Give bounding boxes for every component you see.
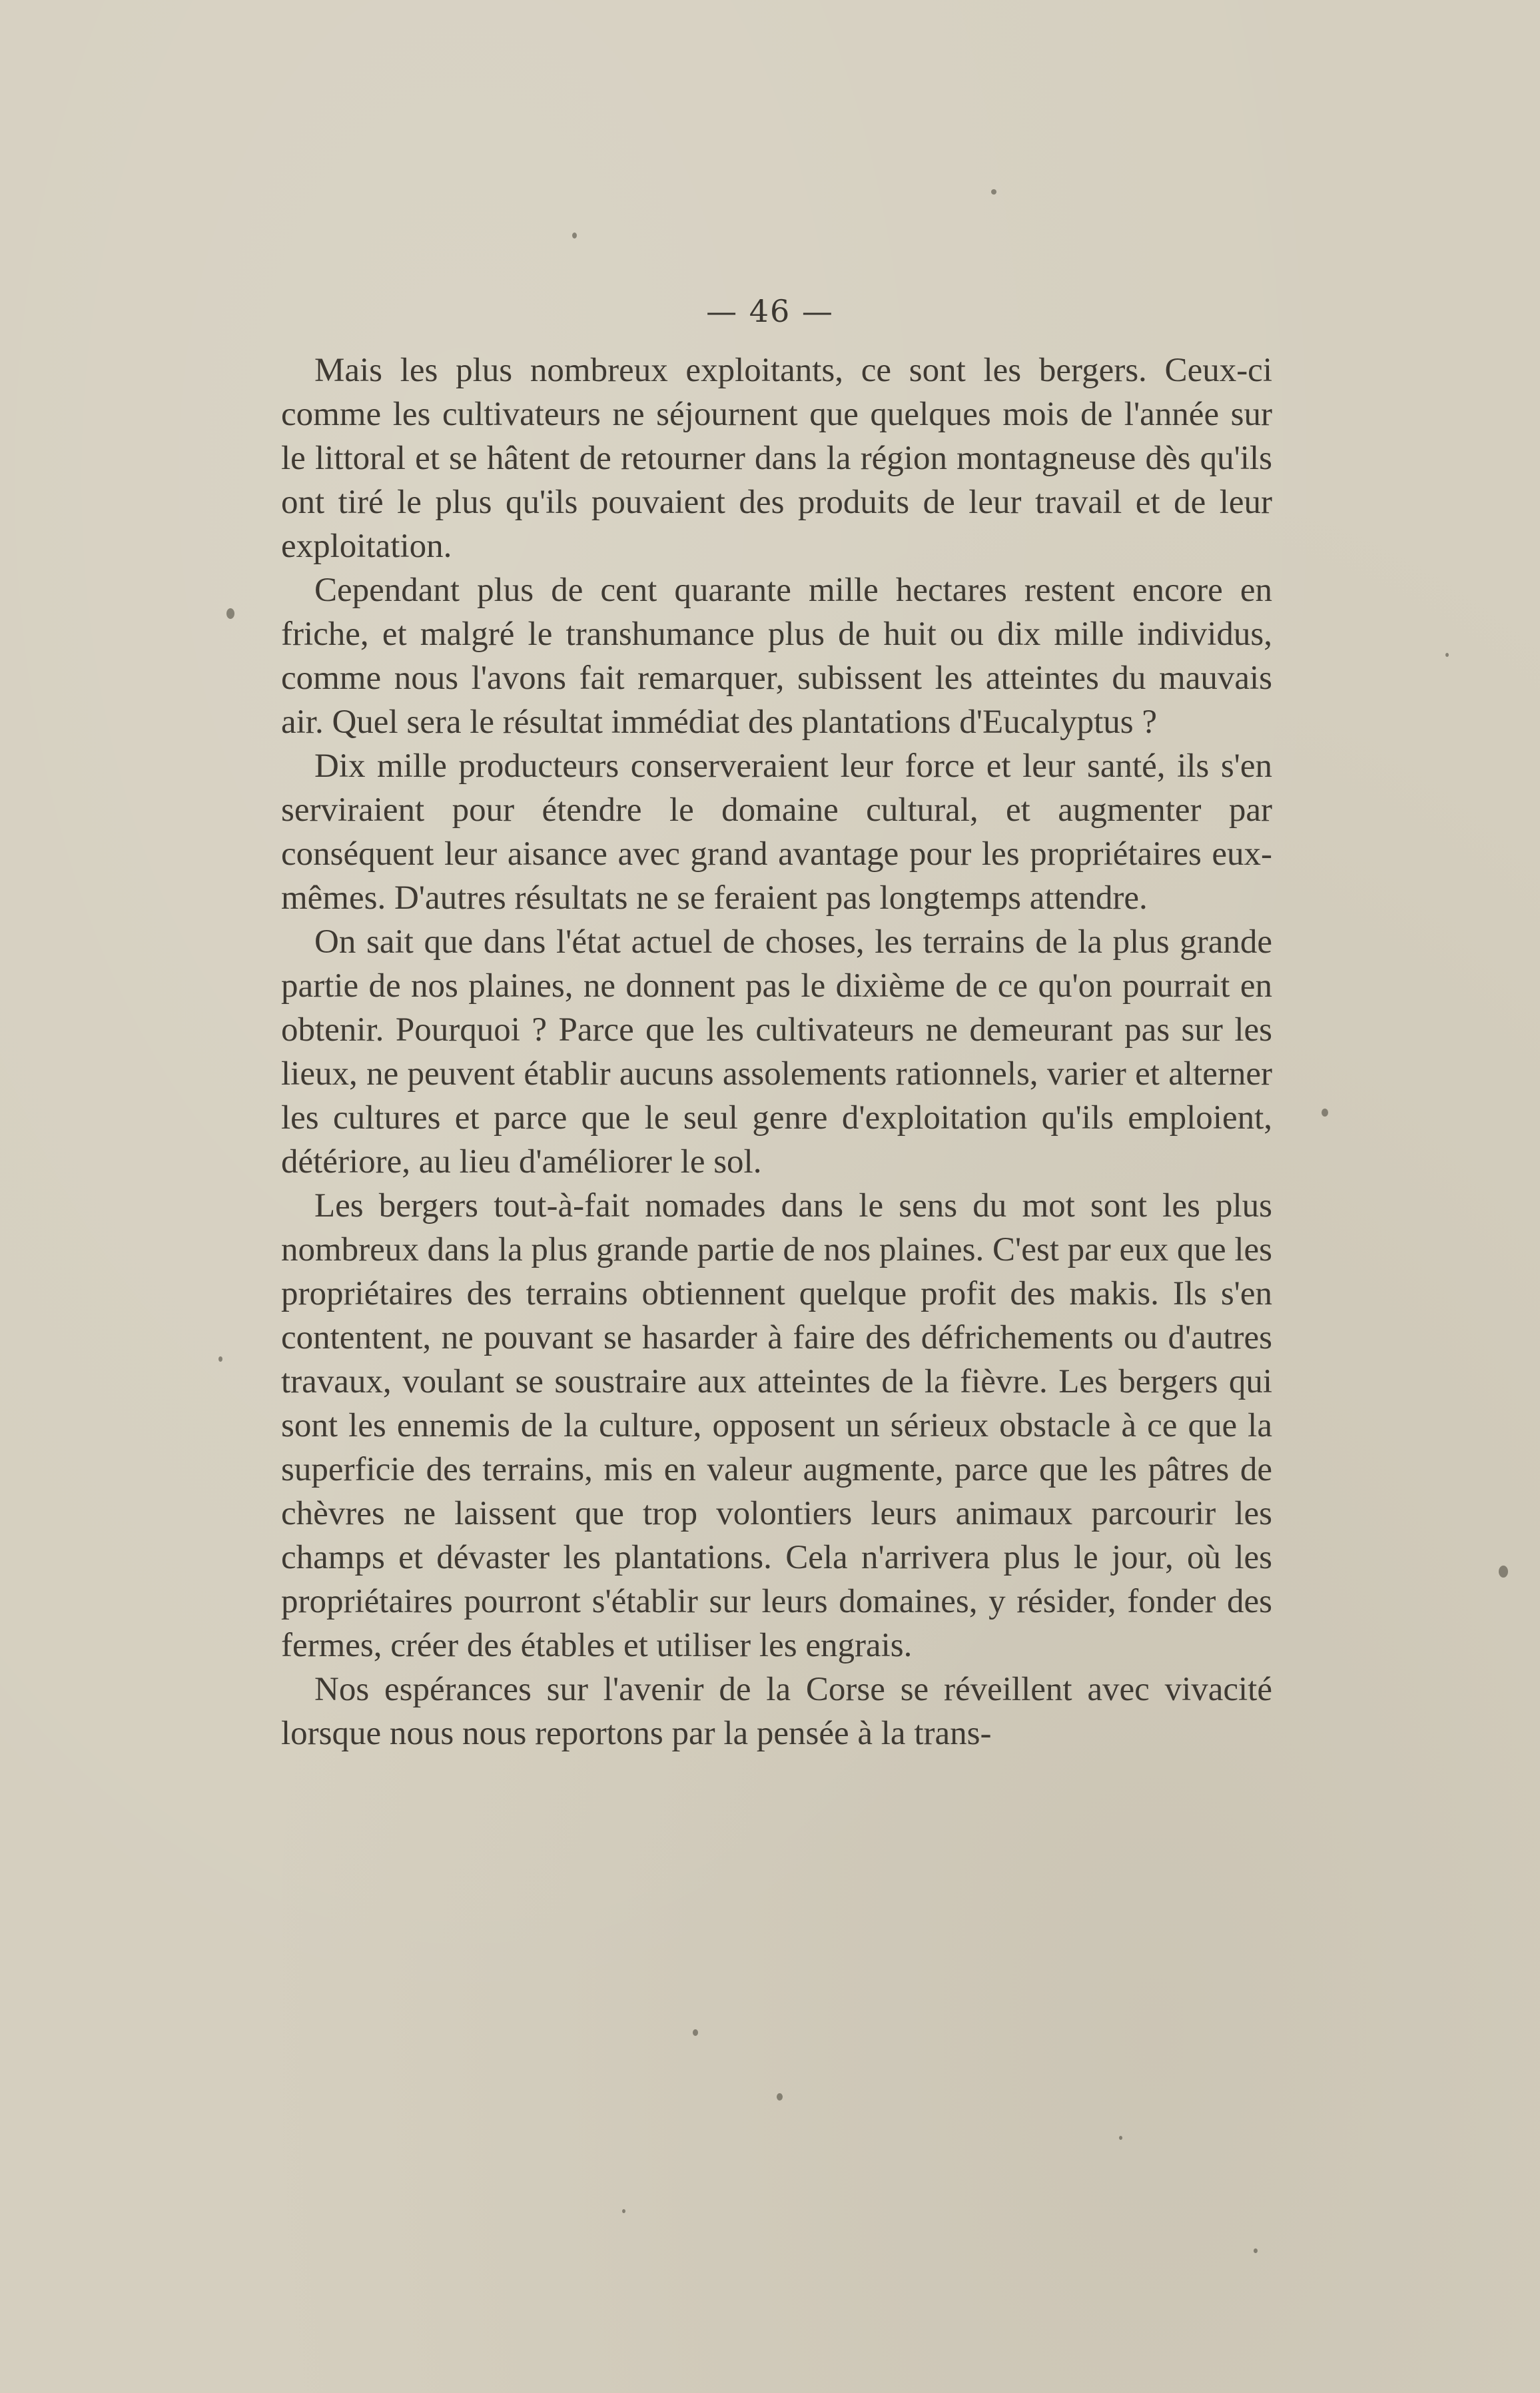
paper-speck [572,233,577,239]
paragraph: Mais les plus nombreux exploitants, ce sont les bergers. Ceux-ci comme les cultivateurs ne séjournent que quelques mois de l'année sur le littoral et se hâtent de retourner dans la région montagneuse dès qu'ils ont tiré le plus qu'ils pouvaient des produits de leur travail et de leur exploitation. [281,352,1272,565]
paper-speck [1499,1566,1508,1578]
paper-speck [693,2029,698,2036]
paragraph: Cependant plus de cent quarante mille hectares restent encore en friche, et malgré le transhumance plus de huit ou dix mille individus, comme nous l'avons fait remarquer, subissent les atteintes du mauvais air. Quel sera le résultat immédiat des plantations d'Eucalyptus ? [281,572,1272,741]
paragraph: Nos espérances sur l'avenir de la Corse se réveillent avec vivacité lorsque nous nous reportons par la pensée à la trans- [281,1671,1272,1752]
paragraph: Les bergers tout-à-fait nomades dans le sens du mot sont les plus nombreux dans la plus grande partie de nos plaines. C'est par eux que les propriétaires des terrains obtiennent quelque profit des makis. Ils s'en contentent, ne pouvant se hasarder à faire des défrichements ou d'autres travaux, voulant se soustraire aux atteintes de la fièvre. Les bergers qui sont les ennemis de la culture, opposent un sérieux obstacle à ce que la superficie des terrains, mis en valeur augmente, parce que les pâtres de chèvres ne laissent que trop volontiers leurs animaux parcourir les champs et dévaster les plantations. Cela n'arrivera plus le jour, où les propriétaires pourront s'établir sur leurs domaines, y résider, fonder des fermes, créer des étables et utiliser les engrais. [281,1187,1272,1664]
body-text [281,348,1272,1755]
paragraph: On sait que dans l'état actuel de choses, les terrains de la plus grande partie de nos plaines, ne donnent pas le dixième de ce qu'on pourrait en obtenir. Pourquoi ? Parce que les cultivateurs ne demeurant pas sur les lieux, ne peuvent établir aucuns assolements rationnels, varier et alterner les cultures et parce que le seul genre d'exploitation qu'ils emploient, détériore, au lieu d'améliorer le sol. [281,923,1272,1181]
paper-speck [777,2093,783,2101]
page-number: — 46 — [706,293,834,329]
paper-speck [622,2209,625,2213]
paper-speck [226,608,234,619]
paper-speck [1254,2248,1258,2253]
paper-speck [1445,653,1449,657]
paper-speck [1119,2136,1122,2140]
paper-speck [218,1356,222,1362]
paper-speck [991,189,996,195]
paragraph: Dix mille producteurs conserveraient leur force et leur santé, ils s'en serviraient pour étendre le domaine cultural, et augmenter par conséquent leur aisance avec grand avantage pour les propriétaires eux-mêmes. D'autres résultats ne se feraient pas longtemps attendre. [281,747,1272,917]
paper-speck [1322,1109,1328,1117]
